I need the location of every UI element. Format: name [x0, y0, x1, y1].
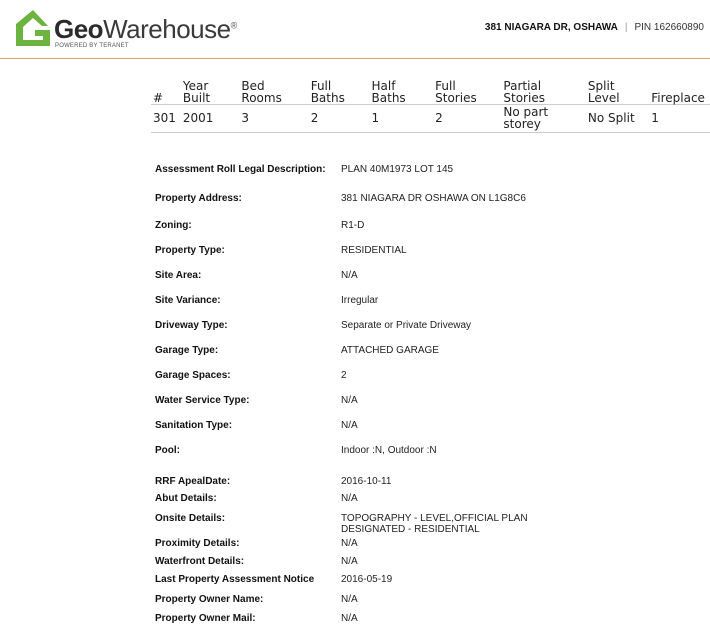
detail-value: N/A [341, 538, 358, 549]
brand-geo: Geo [54, 14, 104, 44]
stats-header-cell: Full Baths [310, 78, 345, 105]
stats-header-cell: Fireplace [651, 90, 705, 105]
stats-data-cell: 2 [435, 111, 443, 125]
logo-house-icon [14, 8, 52, 48]
detail-label: Garage Type: [155, 345, 219, 356]
detail-label: Site Variance: [155, 295, 221, 306]
detail-value: 2016-05-19 [341, 574, 393, 585]
detail-label: Zoning: [155, 220, 192, 231]
detail-value: N/A [341, 613, 358, 624]
detail-value: N/A [341, 556, 358, 567]
detail-value: ATTACHED GARAGE [341, 345, 439, 356]
stats-data-row [151, 104, 710, 132]
stats-data-cell: 301 [153, 111, 176, 125]
detail-label: Last Property Assessment Notice [155, 574, 315, 585]
detail-label: Sanitation Type: [155, 420, 233, 431]
detail-label: Property Owner Name: [155, 594, 264, 605]
detail-label: Property Type: [155, 245, 225, 256]
geowarehouse-logo[interactable] [14, 8, 237, 50]
stats-data-cell: 2001 [182, 111, 214, 125]
stats-header-row [151, 76, 710, 104]
detail-label: Waterfront Details: [155, 556, 245, 567]
detail-label: Garage Spaces: [155, 370, 231, 381]
detail-label: Site Area: [155, 270, 202, 281]
detail-value: TOPOGRAPHY - LEVEL,OFFICIAL PLAN DESIGNATED - RESIDENTIAL [341, 513, 528, 535]
property-heading [485, 22, 704, 33]
detail-value: Indoor :N, Outdoor :N [341, 445, 437, 456]
stats-header-cell: Full Stories [435, 78, 477, 105]
detail-value: Irregular [341, 295, 379, 306]
stats-data-cell: 1 [651, 111, 659, 125]
brand-warehouse: Warehouse [103, 14, 231, 44]
stats-header-cell: Year Built [182, 78, 211, 105]
heading-separator: | [624, 22, 628, 33]
detail-label: Assessment Roll Legal Description: [155, 164, 326, 175]
detail-value: RESIDENTIAL [341, 245, 407, 256]
detail-label: Pool: [155, 445, 180, 456]
stats-header-cell: Half Baths [371, 78, 406, 105]
header [0, 0, 710, 59]
stats-data-cell: 1 [371, 111, 380, 125]
detail-label: Onsite Details: [155, 513, 226, 524]
stats-data-cell: No Split [587, 111, 635, 125]
stats-data-cell: No part storey [503, 105, 549, 131]
property-address-heading: 381 NIAGARA DR, OSHAWA [484, 22, 618, 33]
detail-value: N/A [341, 420, 358, 431]
detail-value: N/A [341, 395, 358, 406]
detail-value: 2016-10-11 [341, 476, 392, 487]
pin-number: PIN 162660890 [634, 22, 704, 33]
detail-value: 381 NIAGARA DR OSHAWA ON L1G8C6 [341, 193, 526, 204]
detail-label: Driveway Type: [155, 320, 228, 331]
detail-value: PLAN 40M1973 LOT 145 [341, 164, 454, 175]
stats-header-cell: # [153, 90, 164, 105]
detail-value: N/A [341, 270, 358, 281]
detail-value: N/A [341, 493, 358, 504]
stats-data-cell: 2 [310, 111, 319, 125]
detail-label: Proximity Details: [155, 538, 240, 549]
detail-label: RRF ApealDate: [155, 476, 231, 487]
stats-header-cell: Partial Stories [503, 78, 545, 105]
detail-value: N/A [341, 594, 358, 605]
detail-value: R1-D [341, 220, 365, 231]
building-stats-table [151, 76, 710, 133]
detail-label: Property Owner Mail: [155, 613, 256, 624]
detail-value: 2 [341, 370, 347, 381]
detail-label: Water Service Type: [155, 395, 250, 406]
detail-label: Abut Details: [155, 493, 217, 504]
brand-wordmark [54, 14, 237, 45]
brand-registered: ® [230, 20, 237, 31]
detail-value: Separate or Private Driveway [341, 320, 472, 331]
stats-header-cell: Split Level [587, 78, 620, 105]
stats-data-cell: 3 [241, 111, 250, 125]
detail-label: Property Address: [155, 193, 242, 204]
stats-header-cell: Bed Rooms [241, 78, 282, 105]
brand-tagline: POWERED BY TERANET [55, 43, 129, 49]
